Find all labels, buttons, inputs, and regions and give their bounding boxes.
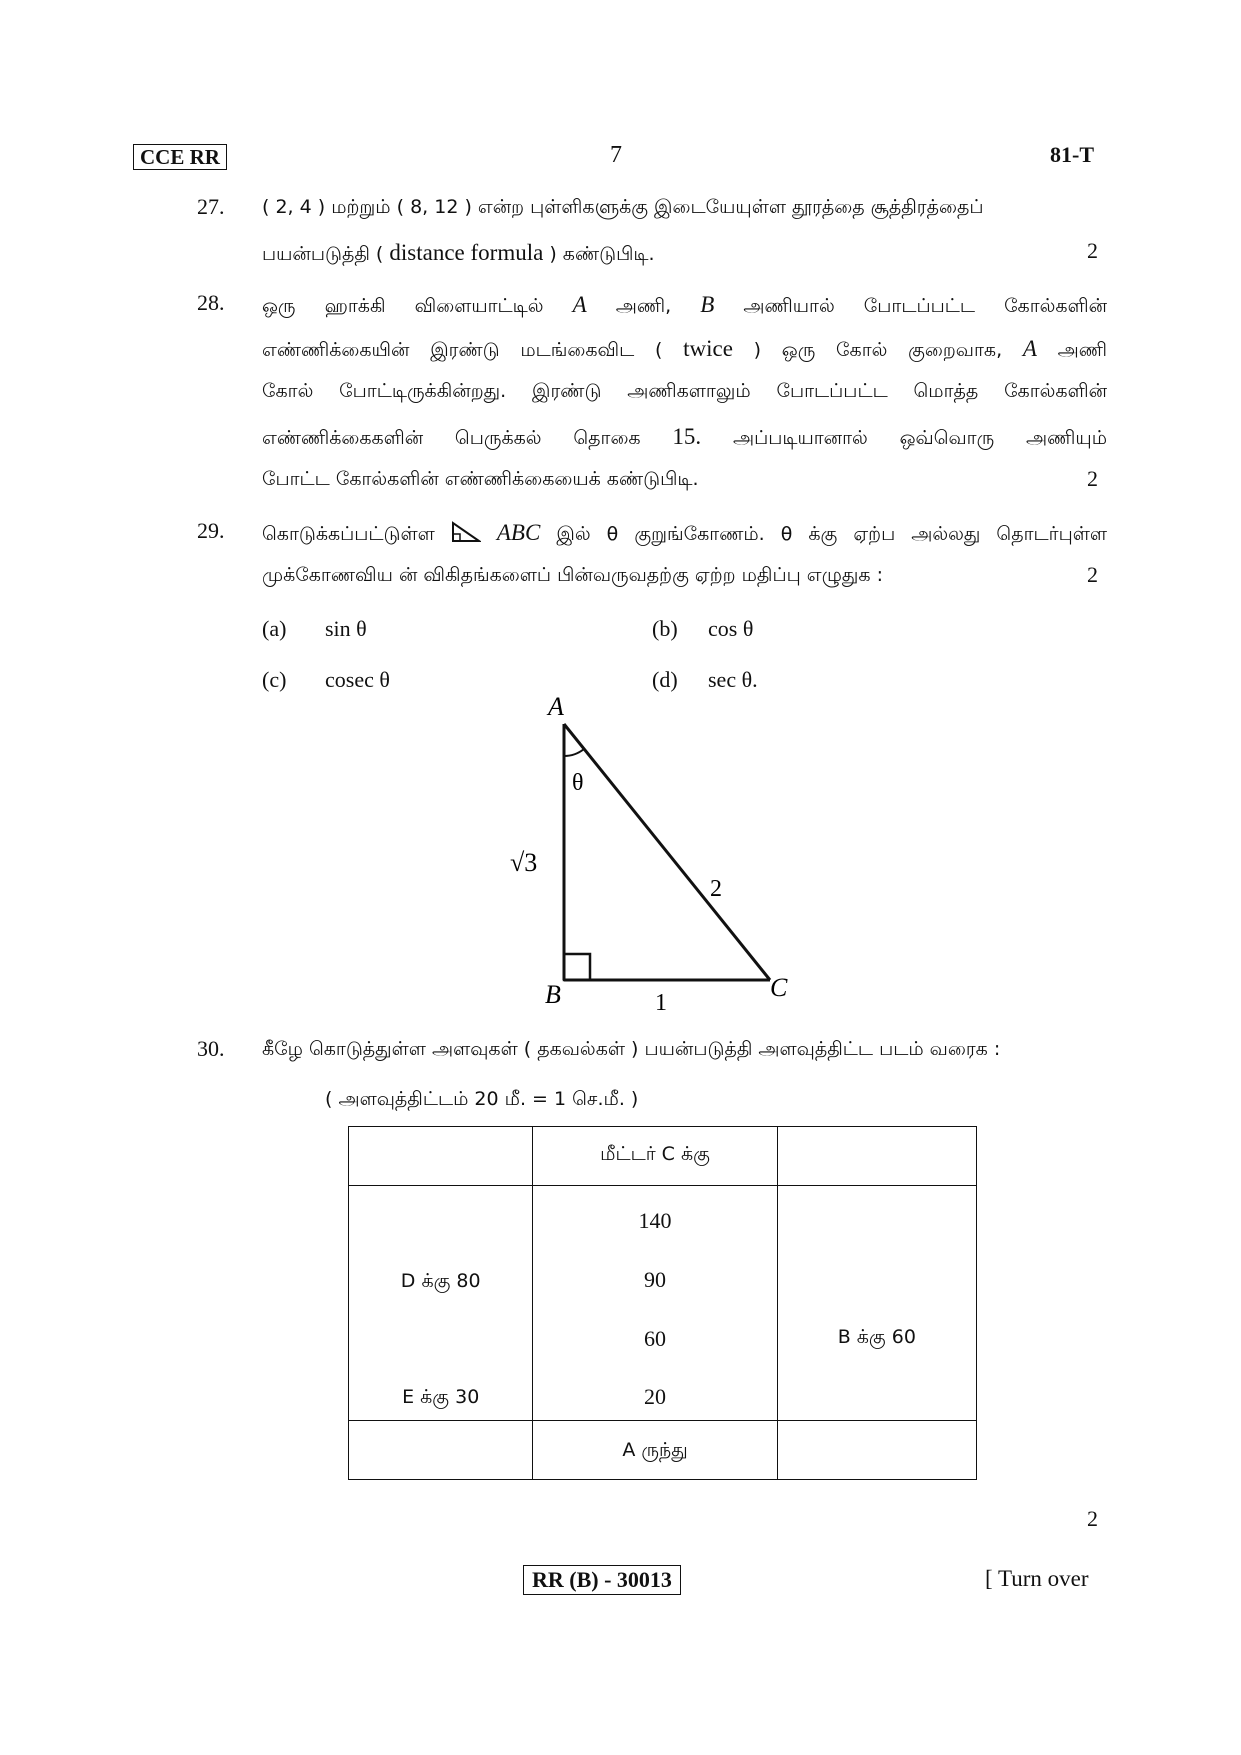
q29-line-2: முக்கோணவிய ன் விகிதங்களைப் பின்வருவதற்கு ஏற்ற மதிப்பு எழுதுக : xyxy=(262,564,883,586)
option-text-b: cos θ xyxy=(708,616,754,641)
option-label-d: (d) xyxy=(652,667,678,692)
survey-table xyxy=(348,1126,977,1480)
angle-arc xyxy=(564,749,584,756)
right-triangle-figure xyxy=(500,690,820,1020)
q27-marks: 2 xyxy=(1087,238,1098,263)
side-ab-label: √3 xyxy=(510,848,538,877)
right-angle-marker xyxy=(564,954,590,980)
option-label-c: (c) xyxy=(262,667,287,692)
offset-d: D க்கு 80 xyxy=(400,1270,481,1292)
table-cell xyxy=(777,1127,976,1186)
chain-value: 60 xyxy=(644,1326,667,1351)
q28-marks: 2 xyxy=(1087,466,1098,491)
q28-line-1: ஒரு ஹாக்கி விளையாட்டில் A அணி, B அணியால் போடப்பட்ட கோல்களின் xyxy=(262,292,1107,317)
table-cell xyxy=(777,1421,976,1480)
turn-over-note: [ Turn over xyxy=(985,1566,1089,1591)
option-label-a: (a) xyxy=(262,616,287,641)
chain-value: 20 xyxy=(644,1384,667,1409)
vertex-label-b: B xyxy=(545,980,561,1009)
option-text-d: sec θ. xyxy=(708,667,758,692)
table-cell xyxy=(349,1421,533,1480)
table-cell xyxy=(533,1127,777,1186)
q29-line-1: கொடுக்கப்பட்டுள்ள ABC இல் θ குறுங்கோணம். θ க்கு ஏற்ப அல்லது தொடர்புள்ள xyxy=(262,520,1107,545)
q28-line-3: கோல் போட்டிருக்கின்றது. இரண்டு அணிகளாலும் போடப்பட்ட மொத்த கோல்களின் xyxy=(262,380,1107,402)
q30-scale: ( அளவுத்திட்டம் 20 மீ. = 1 செ.மீ. ) xyxy=(325,1088,639,1110)
side-bc-label: 1 xyxy=(655,990,667,1016)
option-text-a: sin θ xyxy=(325,616,367,641)
q29-marks: 2 xyxy=(1087,562,1098,587)
vertex-label-a: A xyxy=(548,692,564,721)
vertex-label-c: C xyxy=(770,973,788,1002)
option-label-b: (b) xyxy=(652,616,678,641)
q27-line-1: ( 2, 4 ) மற்றும் ( 8, 12 ) என்ற புள்ளிகளுக்கு இடையேயுள்ள தூரத்தை சூத்திரத்தைப் xyxy=(262,196,984,218)
right-triangle-icon xyxy=(451,521,481,543)
q30-line-1: கீழே கொடுத்துள்ள அளவுகள் ( தகவல்கள் ) பயன்படுத்தி அளவுத்திட்ட படம் வரைக : xyxy=(262,1038,1001,1060)
angle-label: θ xyxy=(572,770,584,796)
question-number: 27. xyxy=(197,194,225,219)
offset-e: E க்கு 30 xyxy=(402,1386,480,1408)
side-ac-label: 2 xyxy=(710,876,722,902)
question-number: 29. xyxy=(197,518,225,543)
table-footer-mid: A ருந்து xyxy=(622,1439,688,1461)
table-cell xyxy=(533,1421,777,1480)
q28-line-5: போட்ட கோல்களின் எண்ணிக்கையைக் கண்டுபிடி. xyxy=(262,468,699,490)
table-cell xyxy=(533,1186,777,1421)
table-cell xyxy=(777,1186,976,1421)
q28-line-4: எண்ணிக்கைகளின் பெருக்கல் தொகை 15. அப்படியானால் ஒவ்வொரு அணியும் xyxy=(262,424,1107,449)
series-code-box: CCE RR xyxy=(133,144,227,170)
question-number: 30. xyxy=(197,1036,225,1061)
page-number: 7 xyxy=(610,142,622,168)
paper-code: 81-T xyxy=(1050,142,1094,167)
q28-line-2: எண்ணிக்கையின் இரண்டு மடங்கைவிட ( twice ) ஒரு கோல் குறைவாக, A அணி xyxy=(262,336,1108,361)
table-cell xyxy=(349,1186,533,1421)
table-header-mid: மீட்டர் C க்கு xyxy=(600,1143,710,1165)
side-ac xyxy=(564,724,770,980)
chain-value: 140 xyxy=(638,1208,672,1233)
q27-line-2: பயன்படுத்தி ( distance formula ) கண்டுபிடி. xyxy=(262,240,655,265)
offset-b: B க்கு 60 xyxy=(837,1326,916,1348)
footer-code-box: RR (B) - 30013 xyxy=(523,1565,681,1595)
table-cell xyxy=(349,1127,533,1186)
question-number: 28. xyxy=(197,290,225,315)
q30-marks: 2 xyxy=(1087,1506,1098,1531)
chain-value: 90 xyxy=(644,1267,667,1292)
option-text-c: cosec θ xyxy=(325,667,390,692)
